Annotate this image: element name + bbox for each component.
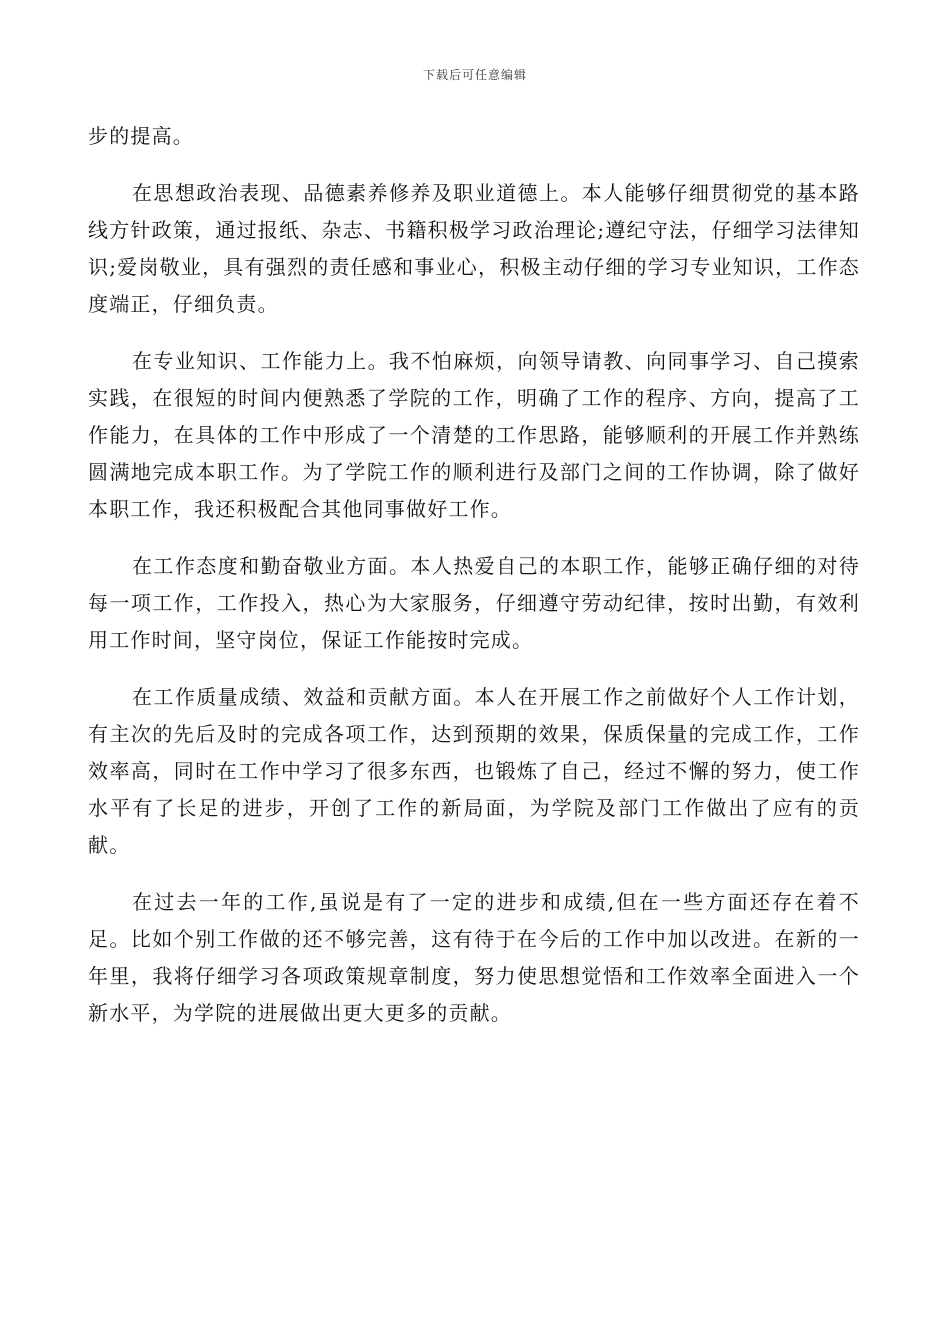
paragraph-work-attitude: 在工作态度和勤奋敬业方面。本人热爱自己的本职工作，能够正确仔细的对待每一项工作，工作投入，热心为大家服务，仔细遵守劳动纪律，按时出勤，有效利用工作时间，坚守岗位，保证工作能按时完成。: [88, 554, 860, 652]
paragraph-shortcomings-outlook: 在过去一年的工作,虽说是有了一定的进步和成绩,但在一些方面还存在着不足。比如个别工作做的还不够完善，这有待于在今后的工作中加以改进。在新的一年里，我将仔细学习各项政策规章制度，努力使思想觉悟和工作效率全面进入一个新水平，为学院的进展做出更大更多的贡献。: [88, 890, 860, 1025]
paragraph-work-quality: 在工作质量成绩、效益和贡献方面。本人在开展工作之前做好个人工作计划，有主次的先后及时的完成各项工作，达到预期的效果，保质保量的完成工作，工作效率高，同时在工作中学习了很多东西，也锻炼了自己，经过不懈的努力，使工作水平有了长足的进步，开创了工作的新局面，为学院及部门工作做出了应有的贡献。: [88, 685, 860, 857]
paragraph-political-performance: 在思想政治表现、品德素养修养及职业道德上。本人能够仔细贯彻党的基本路线方针政策，通过报纸、杂志、书籍积极学习政治理论;遵纪守法，仔细学习法律知识;爱岗敬业，具有强烈的责任感和事业心，积极主动仔细的学习专业知识，工作态度端正，仔细负责。: [88, 181, 860, 316]
paragraph-continuation: 步的提高。: [88, 124, 194, 148]
paragraph-professional-ability: 在专业知识、工作能力上。我不怕麻烦，向领导请教、向同事学习、自己摸索实践，在很短的时间内便熟悉了学院的工作，明确了工作的程序、方向，提高了工作能力，在具体的工作中形成了一个清楚的工作思路，能够顺利的开展工作并熟练圆满地完成本职工作。为了学院工作的顺利进行及部门之间的工作协调，除了做好本职工作，我还积极配合其他同事做好工作。: [88, 349, 860, 521]
page-header-note: 下载后可任意编辑: [422, 68, 527, 82]
document-body: [88, 118, 860, 1032]
